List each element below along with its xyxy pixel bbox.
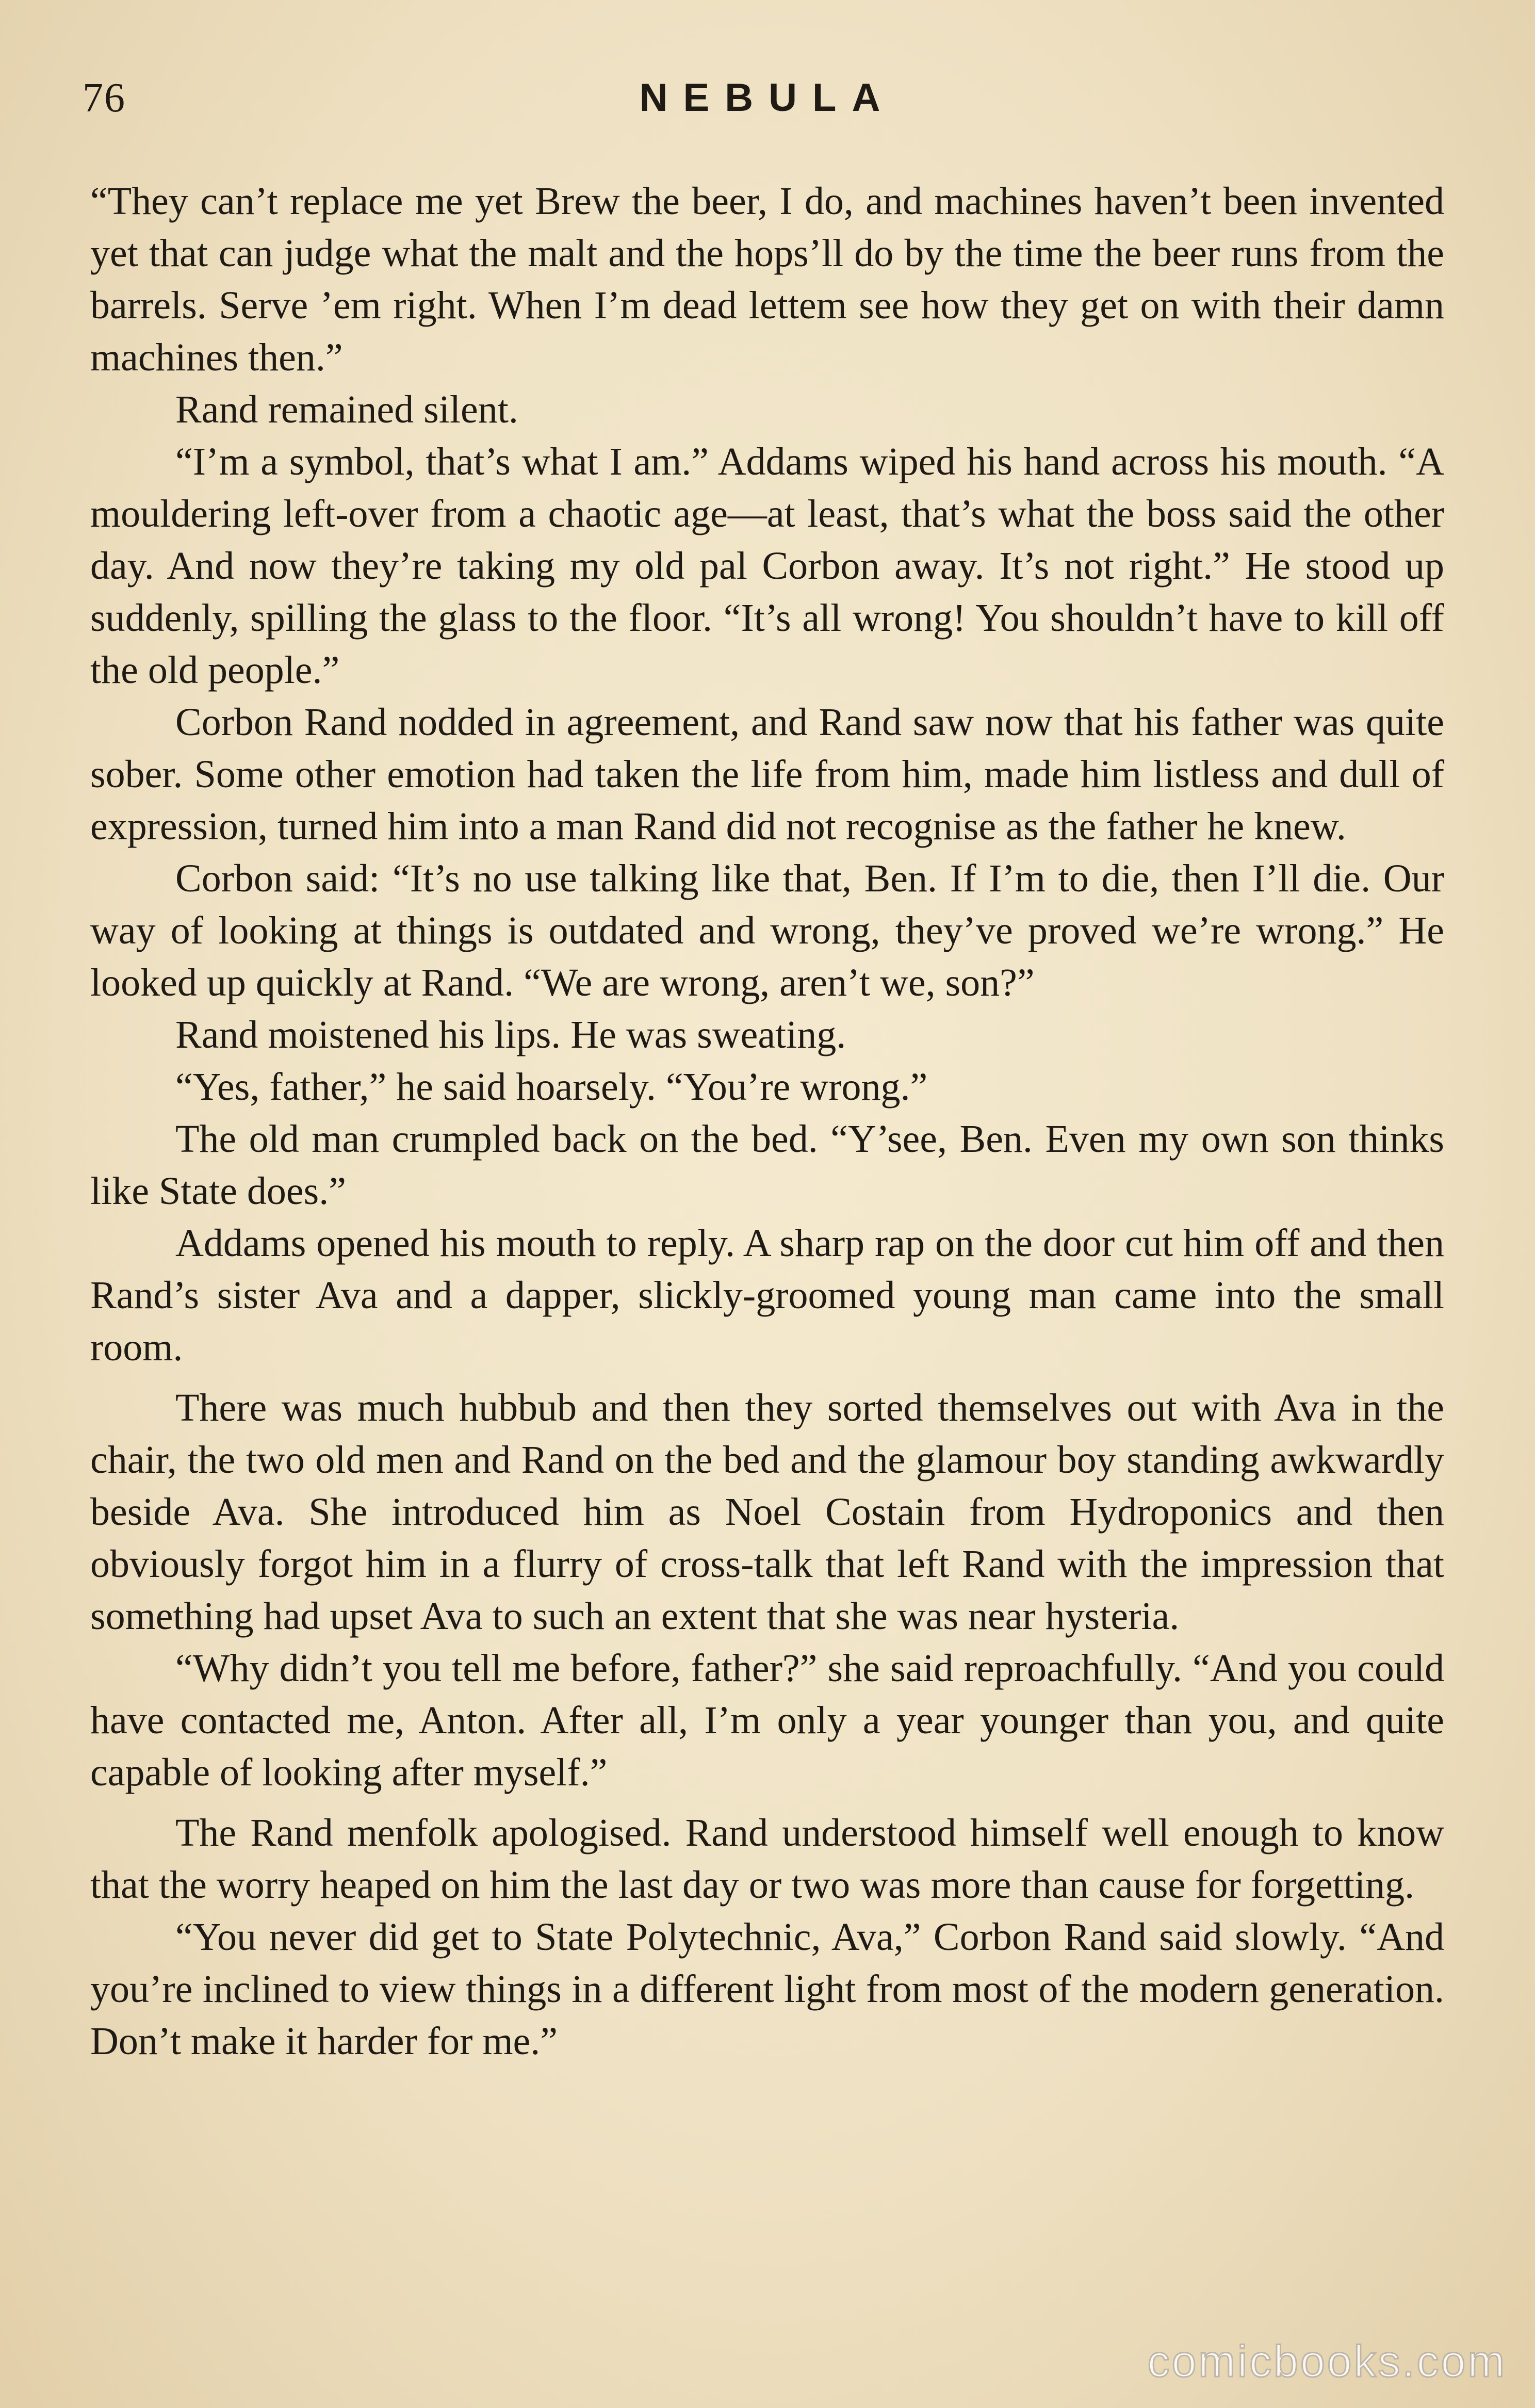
paragraph: Rand moistened his lips. He was sweating. (175, 1013, 846, 1056)
watermark: comicbooks.com (1147, 2337, 1507, 2386)
running-head: NEBULA (639, 76, 896, 120)
body-text (90, 175, 1444, 2068)
page-number: 76 (83, 75, 126, 121)
paragraph: There was much hubbub and then they sorted themselves out with Ava in the chair, the two old men and Rand on the bed and the glamour boy standing awkwardly beside Ava. She introduced him as Noel Costain from Hydroponics and then obviously forgot him in a flurry of cross-talk that left Rand with the impression that something had upset Ava to such an extent that she was near hysteria. (90, 1386, 1444, 1638)
paragraph: The old man crumpled back on the bed. “Y’see, Ben. Even my own son thinks like State does.” (90, 1117, 1444, 1213)
paragraph: “They can’t replace me yet Brew the beer, I do, and machines haven’t been invented yet that can judge what the malt and the hops’ll do by the time the beer runs from the barrels. Serve ’em right. When I’m dead lettem see how they get on with their damn machines then.” (90, 180, 1444, 379)
paragraph: “Yes, father,” he said hoarsely. “You’re wrong.” (175, 1065, 928, 1109)
paragraph: The Rand menfolk apologised. Rand understood himself well enough to know that the worry heaped on him the last day or two was more than cause for forgetting. (90, 1811, 1444, 1907)
paragraph: “I’m a symbol, that’s what I am.” Addams wiped his hand across his mouth. “A mouldering left-over from a chaotic age—at least, that’s what the boss said the other day. And now they’re taking my old pal Corbon away. It’s not right.” He stood up suddenly, spilling the glass to the floor. “It’s all wrong! You shouldn’t have to kill off the old people.” (90, 440, 1444, 692)
paragraph: Corbon said: “It’s no use talking like that, Ben. If I’m to die, then I’ll die. Our way of looking at things is outdated and wrong, they’ve proved we’re wrong.” He looked up quickly at Rand. “We are wrong, aren’t we, son?” (90, 857, 1444, 1004)
paragraph: “You never did get to State Polytechnic, Ava,” Corbon Rand said slowly. “And you’re inclined to view things in a different light from most of the modern generation. Don’t make it harder for me.” (90, 1915, 1444, 2063)
paragraph: “Why didn’t you tell me before, father?” she said reproachfully. “And you could have contacted me, Anton. After all, I’m only a year younger than you, and quite capable of looking after myself.” (90, 1647, 1444, 1794)
paragraph: Addams opened his mouth to reply. A sharp rap on the door cut him off and then Rand’s sister Ava and a dapper, slickly-groomed young man came into the small room. (90, 1222, 1444, 1369)
paragraph: Corbon Rand nodded in agreement, and Rand saw now that his father was quite sober. Some other emotion had taken the life from him, made him listless and dull of expression, turned him into a man Rand did not recognise as the father he knew. (90, 701, 1444, 848)
paragraph: Rand remained silent. (175, 388, 518, 431)
